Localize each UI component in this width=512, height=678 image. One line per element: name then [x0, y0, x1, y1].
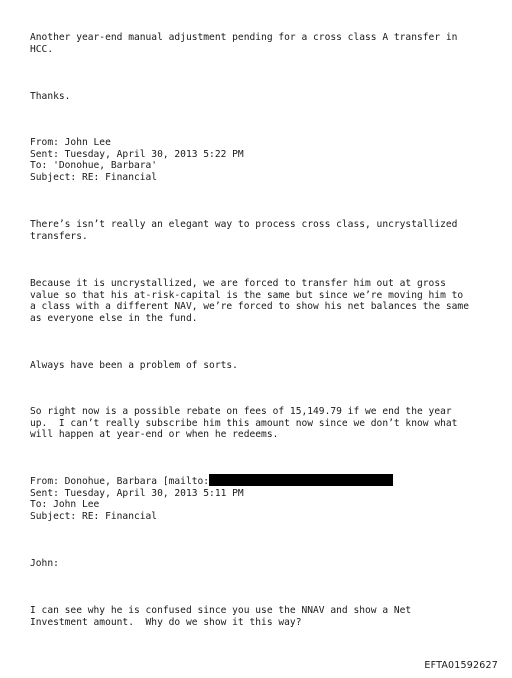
- para1-line-1: There’s isn’t really an elegant way to process cross class, uncrystallized: [30, 219, 458, 230]
- header1-to: To: 'Donohue, Barbara': [30, 160, 158, 172]
- header2-sent: Sent: Tuesday, April 30, 2013 5:11 PM: [30, 487, 244, 499]
- para2-line-4: as everyone else in the fund.: [30, 312, 198, 324]
- para2-line-1: Because it is uncrystallized, we are forced to transfer him out at gross: [30, 278, 446, 289]
- salutation-line: John:: [30, 558, 59, 569]
- para3-line: Always have been a problem of sorts.: [30, 360, 238, 371]
- para4-line-2: up. I can’t really subscribe him this amount now since we don’t know what: [30, 417, 458, 429]
- para1-line-2: transfers.: [30, 230, 88, 242]
- thanks-line: Thanks.: [30, 91, 71, 102]
- header2-to: To: John Lee: [30, 499, 100, 511]
- para4-line-1: So right now is a possible rebate on fees of 15,149.79 if we end the year: [30, 406, 452, 417]
- header2-subject: Subject: RE: Financial: [30, 510, 158, 522]
- redaction-bar: [209, 474, 393, 486]
- header1-sent: Sent: Tuesday, April 30, 2013 5:22 PM: [30, 148, 244, 160]
- header2-from: From: Donohue, Barbara [mailto:: [30, 476, 210, 487]
- document-id: EFTA01592627: [424, 660, 498, 671]
- para2-line-3: a class with a different NAV, we’re forced to show his net balances the same: [30, 301, 469, 313]
- para2-line-2: value so that his at-risk-capital is the same but since we’re moving him to: [30, 289, 464, 301]
- intro-line-2: HCC.: [30, 43, 54, 55]
- header1-from: From: John Lee: [30, 137, 111, 148]
- para5-line-1: I can see why he is confused since you use the NNAV and show a Net: [30, 605, 412, 616]
- header1-subject: Subject: RE: Financial: [30, 171, 158, 183]
- para5-line-2: Investment amount. Why do we show it this way?: [30, 616, 302, 628]
- para4-line-3: will happen at year-end or when he redeems.: [30, 429, 279, 441]
- intro-line-1: Another year-end manual adjustment pending for a cross class A transfer in: [30, 32, 458, 43]
